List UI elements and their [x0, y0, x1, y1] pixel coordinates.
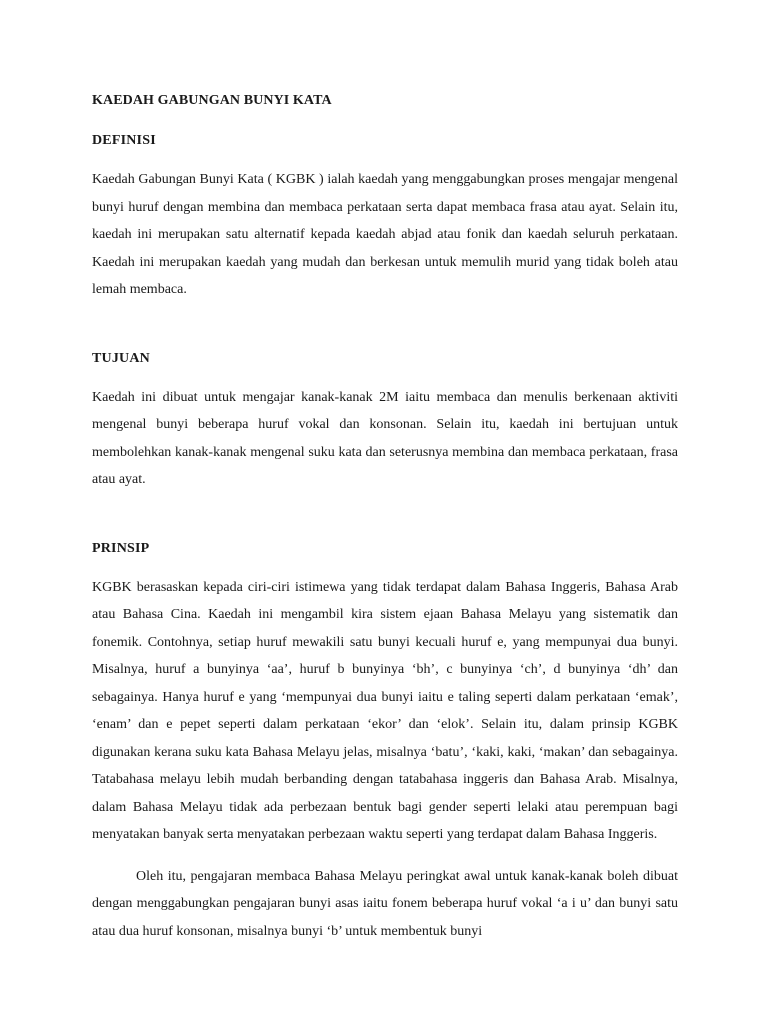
document-title: KAEDAH GABUNGAN BUNYI KATA [92, 93, 332, 108]
paragraph-prinsip-1: KGBK berasaskan kepada ciri-ciri istimewa yang tidak terdapat dalam Bahasa Inggeris, Bahasa Arab atau Bahasa Cina. Kaedah ini mengambil kira sistem ejaan Bahasa Melayu yang sistematik dan fonemik. Contohnya, setiap huruf mewakili satu bunyi kecuali huruf e, yang mempunyai dua bunyi. Misalnya, huruf a bunyinya ‘aa’, huruf b bunyinya ‘bh’, c bunyinya ‘ch’, d bunyinya ‘dh’ dan sebagainya. Hanya huruf e yang ‘mempunyai dua bunyi iaitu e taling seperti dalam perkataan ‘emak’, ‘enam’ dan e pepet seperti dalam perkataan ‘ekor’ dan ‘elok’. Selain itu, dalam prinsip KGBK digunakan kerana suku kata Bahasa Melayu jelas, misalnya ‘batu’, ‘kaki, kaki, ‘makan’ dan sebagainya. Tatabahasa melayu lebih mudah berbanding dengan tatabahasa inggeris dan Bahasa Arab. Misalnya, dalam Bahasa Melayu tidak ada perbezaan bentuk bagi gender seperti lelaki atau perempuan bagi menyatakan banyak serta menyatakan perbezaan waktu seperti yang terdapat dalam Bahasa Inggeris. [92, 579, 678, 842]
document-body [92, 92, 678, 945]
paragraph-definisi: Kaedah Gabungan Bunyi Kata ( KGBK ) ialah kaedah yang menggabungkan proses mengajar mengenal bunyi huruf dengan membina dan membaca perkataan serta dapat membaca frasa atau ayat. Selain itu, kaedah ini merupakan satu alternatif kepada kaedah abjad atau fonik dan kaedah seluruh perkataan. Kaedah ini merupakan kaedah yang mudah dan berkesan untuk memulih murid yang tidak boleh atau lemah membaca. [92, 172, 678, 297]
section-heading-prinsip: PRINSIP [92, 540, 150, 556]
section-prinsip [92, 540, 678, 946]
section-heading-tujuan: TUJUAN [92, 350, 150, 366]
section-tujuan [92, 350, 678, 494]
section-heading-definisi: DEFINISI [92, 133, 156, 148]
paragraph-prinsip-2: Oleh itu, pengajaran membaca Bahasa Melayu peringkat awal untuk kanak-kanak boleh dibuat dengan menggabungkan pengajaran bunyi asas iaitu fonem beberapa huruf vokal ‘a i u’ dan bunyi satu atau dua huruf konsonan, misalnya bunyi ‘b’ untuk membentuk bunyi [92, 868, 678, 939]
section-definisi [92, 132, 678, 304]
paragraph-tujuan: Kaedah ini dibuat untuk mengajar kanak-kanak 2M iaitu membaca dan menulis berkenaan aktiviti mengenal bunyi beberapa huruf vokal dan konsonan. Selain itu, kaedah ini bertujuan untuk membolehkan kanak-kanak mengenal suku kata dan seterusnya membina dan membaca perkataan, frasa atau ayat. [92, 389, 678, 487]
